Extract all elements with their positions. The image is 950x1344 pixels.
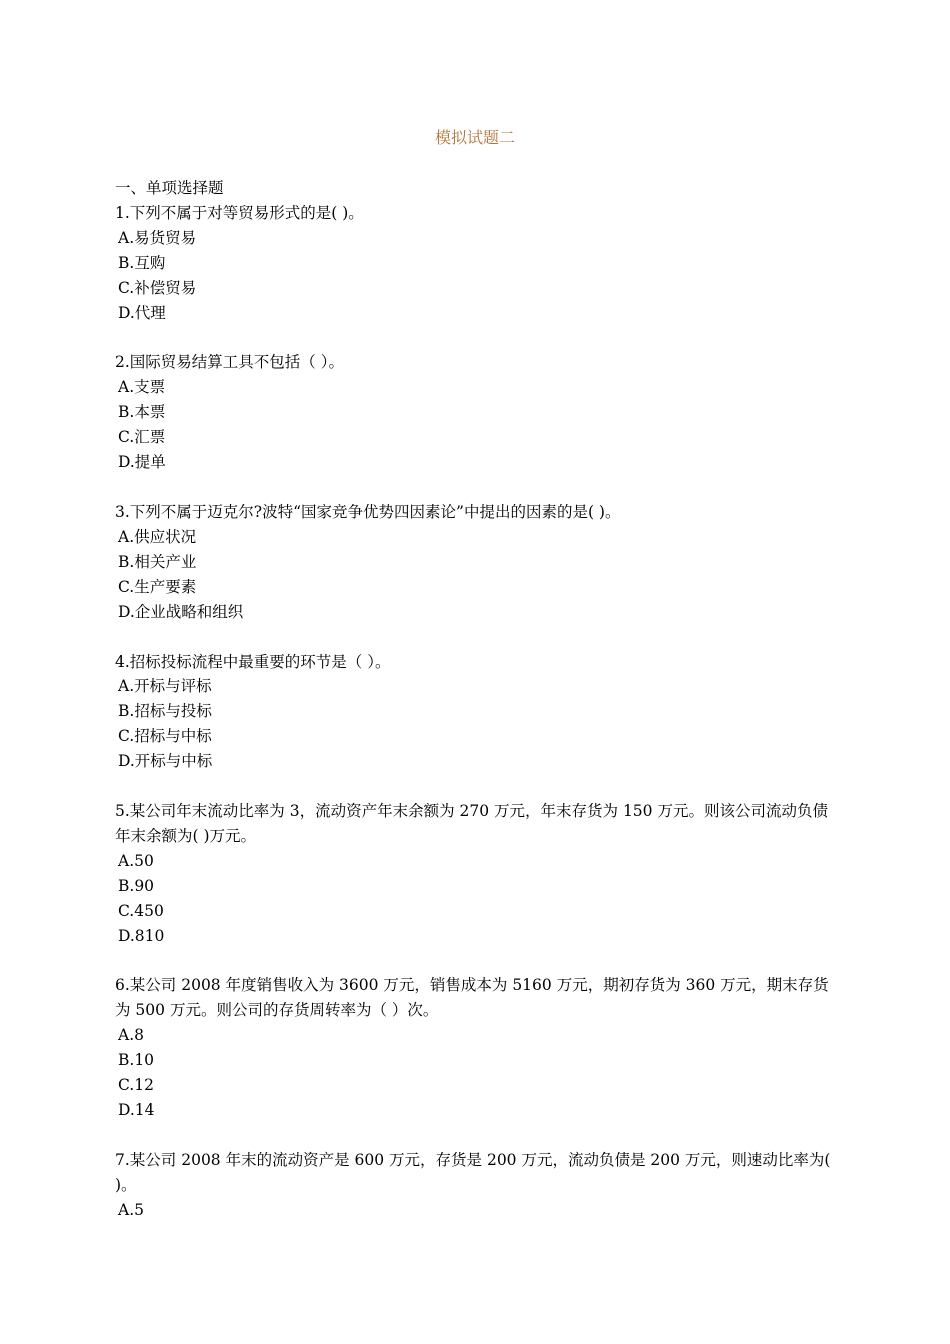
question-stem: 3.下列不属于迈克尔?波特“国家竞争优势四因素论”中提出的因素的是( )。 (115, 502, 621, 521)
option-d: D.代理 (118, 303, 166, 322)
section-heading: 一、单项选择题 (115, 179, 224, 197)
option-d: D.14 (118, 1101, 155, 1119)
option-b: B.本票 (118, 403, 166, 422)
option-a: A.8 (118, 1026, 144, 1045)
document-title: 模拟试题二 (434, 128, 515, 147)
option-a: A.5 (118, 1200, 144, 1219)
question-stem: 4.招标投标流程中最重要的环节是（ ）。 (115, 652, 391, 671)
option-b: B.90 (118, 876, 155, 895)
question-1 (115, 201, 835, 326)
question-stem: 6.某公司 2008 年度销售收入为 3600 万元，销售成本为 5160 万元，期初存货为 360 万元，期末存货为 500 万元。则公司的存货周转率为（ ）次。 (115, 976, 829, 1020)
question-stem: 1.下列不属于对等贸易形式的是( )。 (115, 203, 364, 222)
option-c: C.生产要素 (118, 577, 197, 596)
document-body (115, 176, 835, 1248)
option-a: A.易货贸易 (118, 228, 197, 247)
question-6 (115, 973, 835, 1122)
question-2 (115, 350, 835, 475)
option-c: C.补偿贸易 (118, 278, 197, 297)
question-stem: 7.某公司 2008 年末的流动资产是 600 万元，存货是 200 万元，流动负债是 200 万元，则速动比率为( )。 (115, 1150, 831, 1194)
option-a: A.支票 (118, 378, 166, 397)
option-d: D.企业战略和组织 (118, 602, 244, 621)
question-stem: 2.国际贸易结算工具不包括（ ）。 (115, 353, 344, 372)
question-stem: 5.某公司年末流动比率为 3，流动资产年末余额为 270 万元，年末存货为 150 万元。则该公司流动负债年末余额为( )万元。 (115, 802, 828, 845)
option-d: D.提单 (118, 453, 166, 472)
question-4 (115, 650, 835, 775)
option-b: B.互购 (118, 253, 166, 272)
option-d: D.810 (118, 926, 165, 945)
option-c: C.招标与中标 (118, 727, 212, 746)
option-c: C.汇票 (118, 428, 166, 447)
option-c: C.450 (118, 901, 164, 920)
option-a: A.50 (118, 851, 154, 870)
question-7 (115, 1148, 835, 1223)
option-a: A.供应状况 (118, 527, 197, 546)
question-5 (115, 799, 835, 948)
option-d: D.开标与中标 (118, 752, 213, 771)
option-a: A.开标与评标 (118, 677, 212, 696)
option-b: B.招标与投标 (118, 702, 212, 721)
option-c: C.12 (118, 1076, 154, 1095)
question-3 (115, 500, 835, 625)
option-b: B.10 (118, 1051, 155, 1070)
option-b: B.相关产业 (118, 552, 197, 571)
